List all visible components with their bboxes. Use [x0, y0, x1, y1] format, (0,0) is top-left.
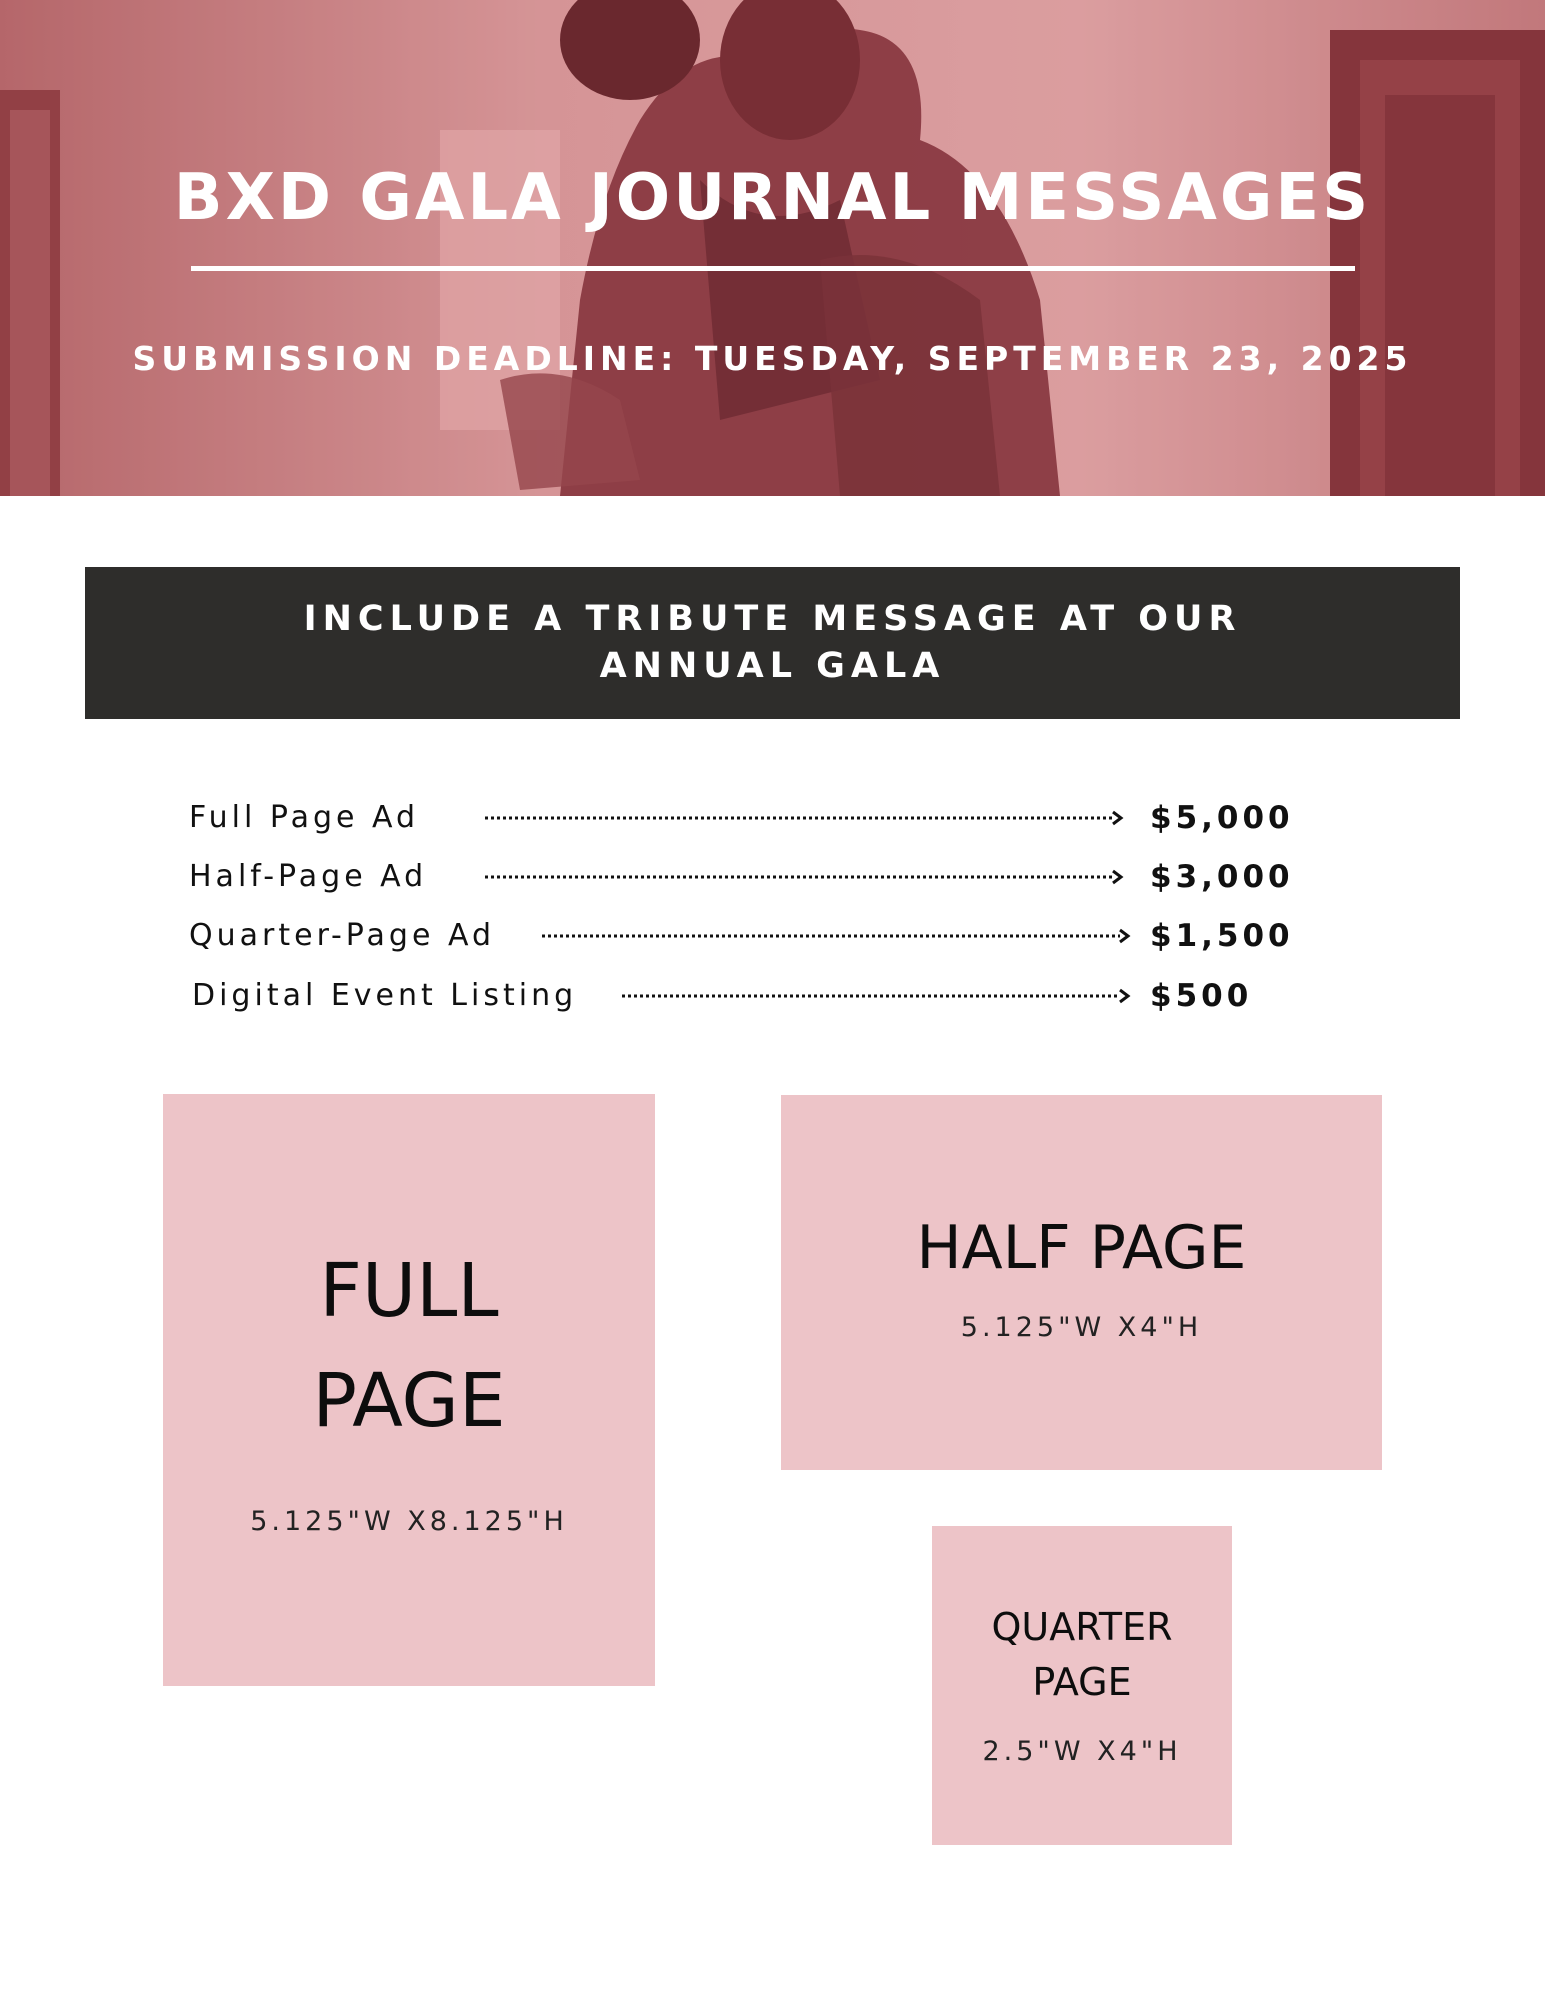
hero-title: BXD GALA JOURNAL MESSAGES: [173, 161, 1372, 235]
half-page-title: HALF PAGE: [916, 1213, 1247, 1283]
price-label: Digital Event Listing: [192, 978, 578, 1013]
full-page-title-line-1: FULL: [319, 1248, 499, 1334]
price-label: Quarter-Page Ad: [189, 918, 496, 953]
price-row-half-page: [0, 852, 1545, 902]
price-label: Half-Page Ad: [189, 859, 428, 894]
price-row-digital-listing: [0, 971, 1545, 1021]
price-value: $5,000: [1150, 800, 1294, 836]
half-page-dimensions: 5.125"W X4"H: [960, 1312, 1203, 1343]
price-value: $500: [1150, 978, 1253, 1014]
quarter-page-size-box: [932, 1526, 1232, 1845]
banner-line-2: ANNUAL GALA: [599, 646, 946, 686]
dotted-arrow-icon: [542, 926, 1132, 946]
price-row-full-page: [0, 793, 1545, 843]
hero-header: [0, 0, 1545, 496]
price-row-quarter-page: [0, 911, 1545, 961]
hero-divider: [191, 266, 1355, 271]
full-page-dimensions: 5.125"W X8.125"H: [250, 1506, 568, 1537]
price-label: Full Page Ad: [189, 800, 420, 835]
dotted-arrow-icon: [622, 986, 1132, 1006]
banner-line-1: INCLUDE A TRIBUTE MESSAGE AT OUR: [303, 599, 1242, 639]
dotted-arrow-icon: [485, 808, 1125, 828]
quarter-page-title-line-2: PAGE: [1032, 1660, 1132, 1704]
quarter-page-title-line-1: QUARTER: [991, 1605, 1173, 1649]
full-page-title-line-2: PAGE: [312, 1358, 506, 1444]
half-page-size-box: [781, 1095, 1382, 1470]
hero-photo: [0, 0, 1545, 496]
quarter-page-dimensions: 2.5"W X4"H: [982, 1736, 1182, 1767]
full-page-size-box: [163, 1094, 655, 1686]
dotted-arrow-icon: [485, 867, 1125, 887]
price-value: $3,000: [1150, 859, 1294, 895]
price-value: $1,500: [1150, 918, 1294, 954]
submission-deadline: SUBMISSION DEADLINE: TUESDAY, SEPTEMBER 23, 2025: [132, 339, 1413, 378]
tribute-banner: [85, 567, 1460, 719]
